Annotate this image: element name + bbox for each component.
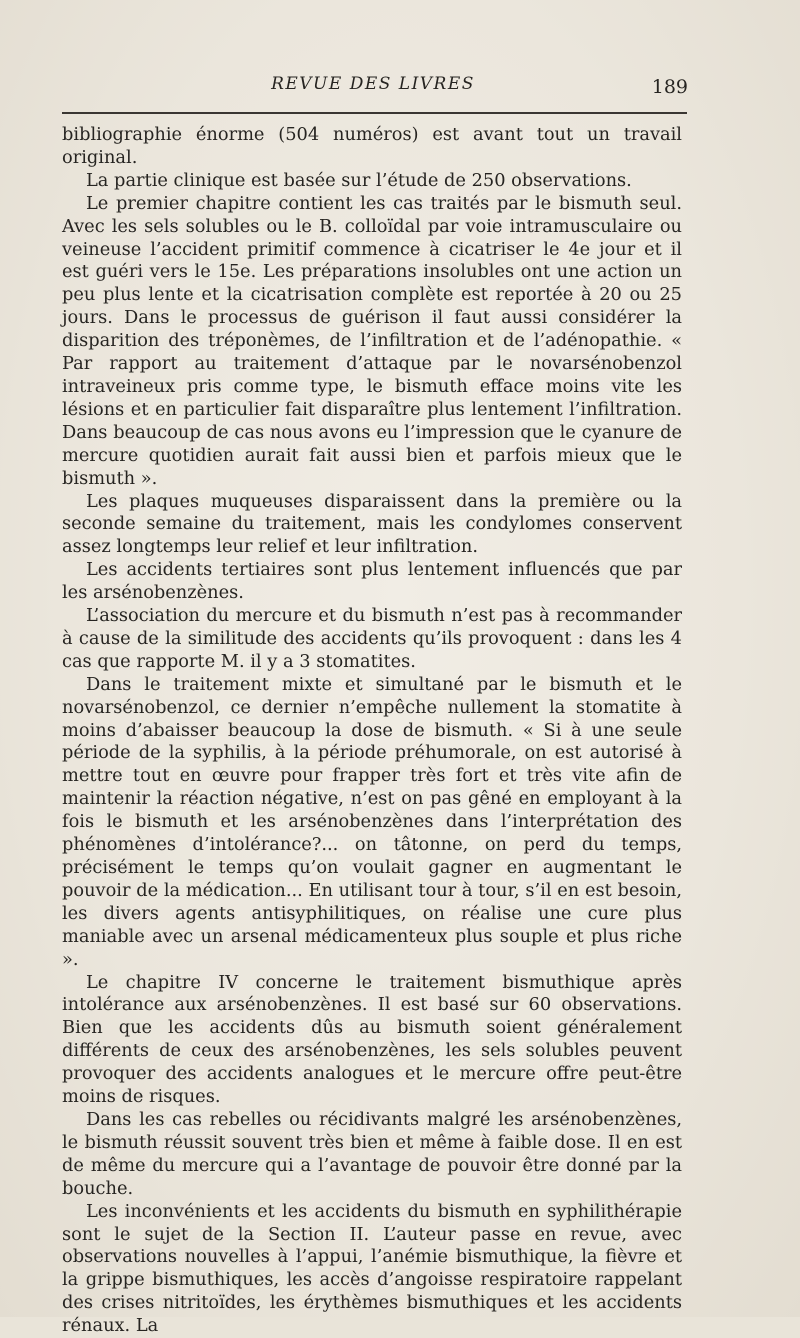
paragraph: Le premier chapitre contient les cas traités par le bismuth seul. Avec les sels solubles ou le B. colloïdal par voie intramusculaire ou veineuse l’accident primitif commence à cicatriser le 4e jour et il est guéri vers le 15e. Les préparations insolubles ont une action un peu plus lente et la cicatrisation complète est reportée à 20 ou 25 jours. Dans le processus de guérison il faut aussi considérer la disparition des tréponèmes, de l’infiltration et de l’adénopathie. « Par rapport au traitement d’attaque par le novarsénobenzol intraveineux pris comme type, le bismuth efface moins vite les lésions et en particulier fait disparaître plus lentement l’infiltration. Dans beaucoup de cas nous avons eu l’impression que le cyanure de mercure quotidien aurait fait aussi bien et parfois mieux que le bismuth ». (62, 192, 682, 489)
paragraph: Les plaques muqueuses disparaissent dans la première ou la seconde semaine du traitement, mais les condylomes conservent assez longtemps leur relief et leur infiltration. (62, 490, 682, 558)
page-header (62, 74, 688, 104)
header-rule (62, 112, 687, 114)
running-title: REVUE DES LIVRES (271, 74, 475, 94)
paragraph: La partie clinique est basée sur l’étude de 250 observations. (86, 169, 632, 191)
paragraph: Le chapitre IV concerne le traitement bismuthique après intolérance aux arsénobenzènes. Il est basé sur 60 observations. Bien que les accidents dûs au bismuth soient généralement différents de ceux des arsénobenzènes, les sels solubles peuvent provoquer des accidents analogues et le mercure offre peut-être moins de risques. (62, 971, 682, 1108)
paragraph: Dans les cas rebelles ou récidivants malgré les arsénobenzènes, le bismuth réussit souvent très bien et même à faible dose. Il en est de même du mercure qui a l’avantage de pouvoir être donné par la bouche. (62, 1108, 682, 1199)
paragraph: Les inconvénients et les accidents du bismuth en syphilithérapie sont le sujet de la Section II. L’auteur passe en revue, avec observations nouvelles à l’appui, l’anémie bismuthique, la fièvre et la grippe bismuthiques, les accès d’angoisse respiratoire rappelant des crises nitritoïdes, les érythèmes bismuthiques et les accidents rénaux. La (62, 1200, 682, 1337)
page-number: 189 (651, 76, 688, 98)
paragraph-continuation: bibliographie énorme (504 numéros) est avant tout un travail original. (62, 124, 682, 168)
paragraph: Dans le traitement mixte et simultané par le bismuth et le novarsénobenzol, ce dernier n’empêche nullement la stomatite à moins d’abaisser beaucoup la dose de bismuth. « Si à une seule période de la syphilis, à la période préhumorale, on est autorisé à mettre tout en œuvre pour frapper très fort et très vite afin de maintenir la réaction négative, n’est on pas gêné en employant à la fois le bismuth et les arsénobenzènes dans l’interprétation des phénomènes d’intolérance?... on tâtonne, on perd du temps, précisément le temps qu’on voulait gagner en augmentant le pouvoir de la médication... En utilisant tour à tour, s’il en est besoin, les divers agents antisyphilitiques, on réalise une cure plus maniable avec un arsenal médicamenteux plus souple et plus riche ». (62, 673, 682, 970)
paragraph: Les accidents tertiaires sont plus lentement influencés que par les arsénobenzènes. (62, 559, 682, 604)
body-text (62, 124, 682, 1338)
paragraph: L’association du mercure et du bismuth n’est pas à recommander à cause de la similitude des accidents qu’ils provoquent : dans les 4 cas que rapporte M. il y a 3 stomatites. (62, 605, 682, 672)
